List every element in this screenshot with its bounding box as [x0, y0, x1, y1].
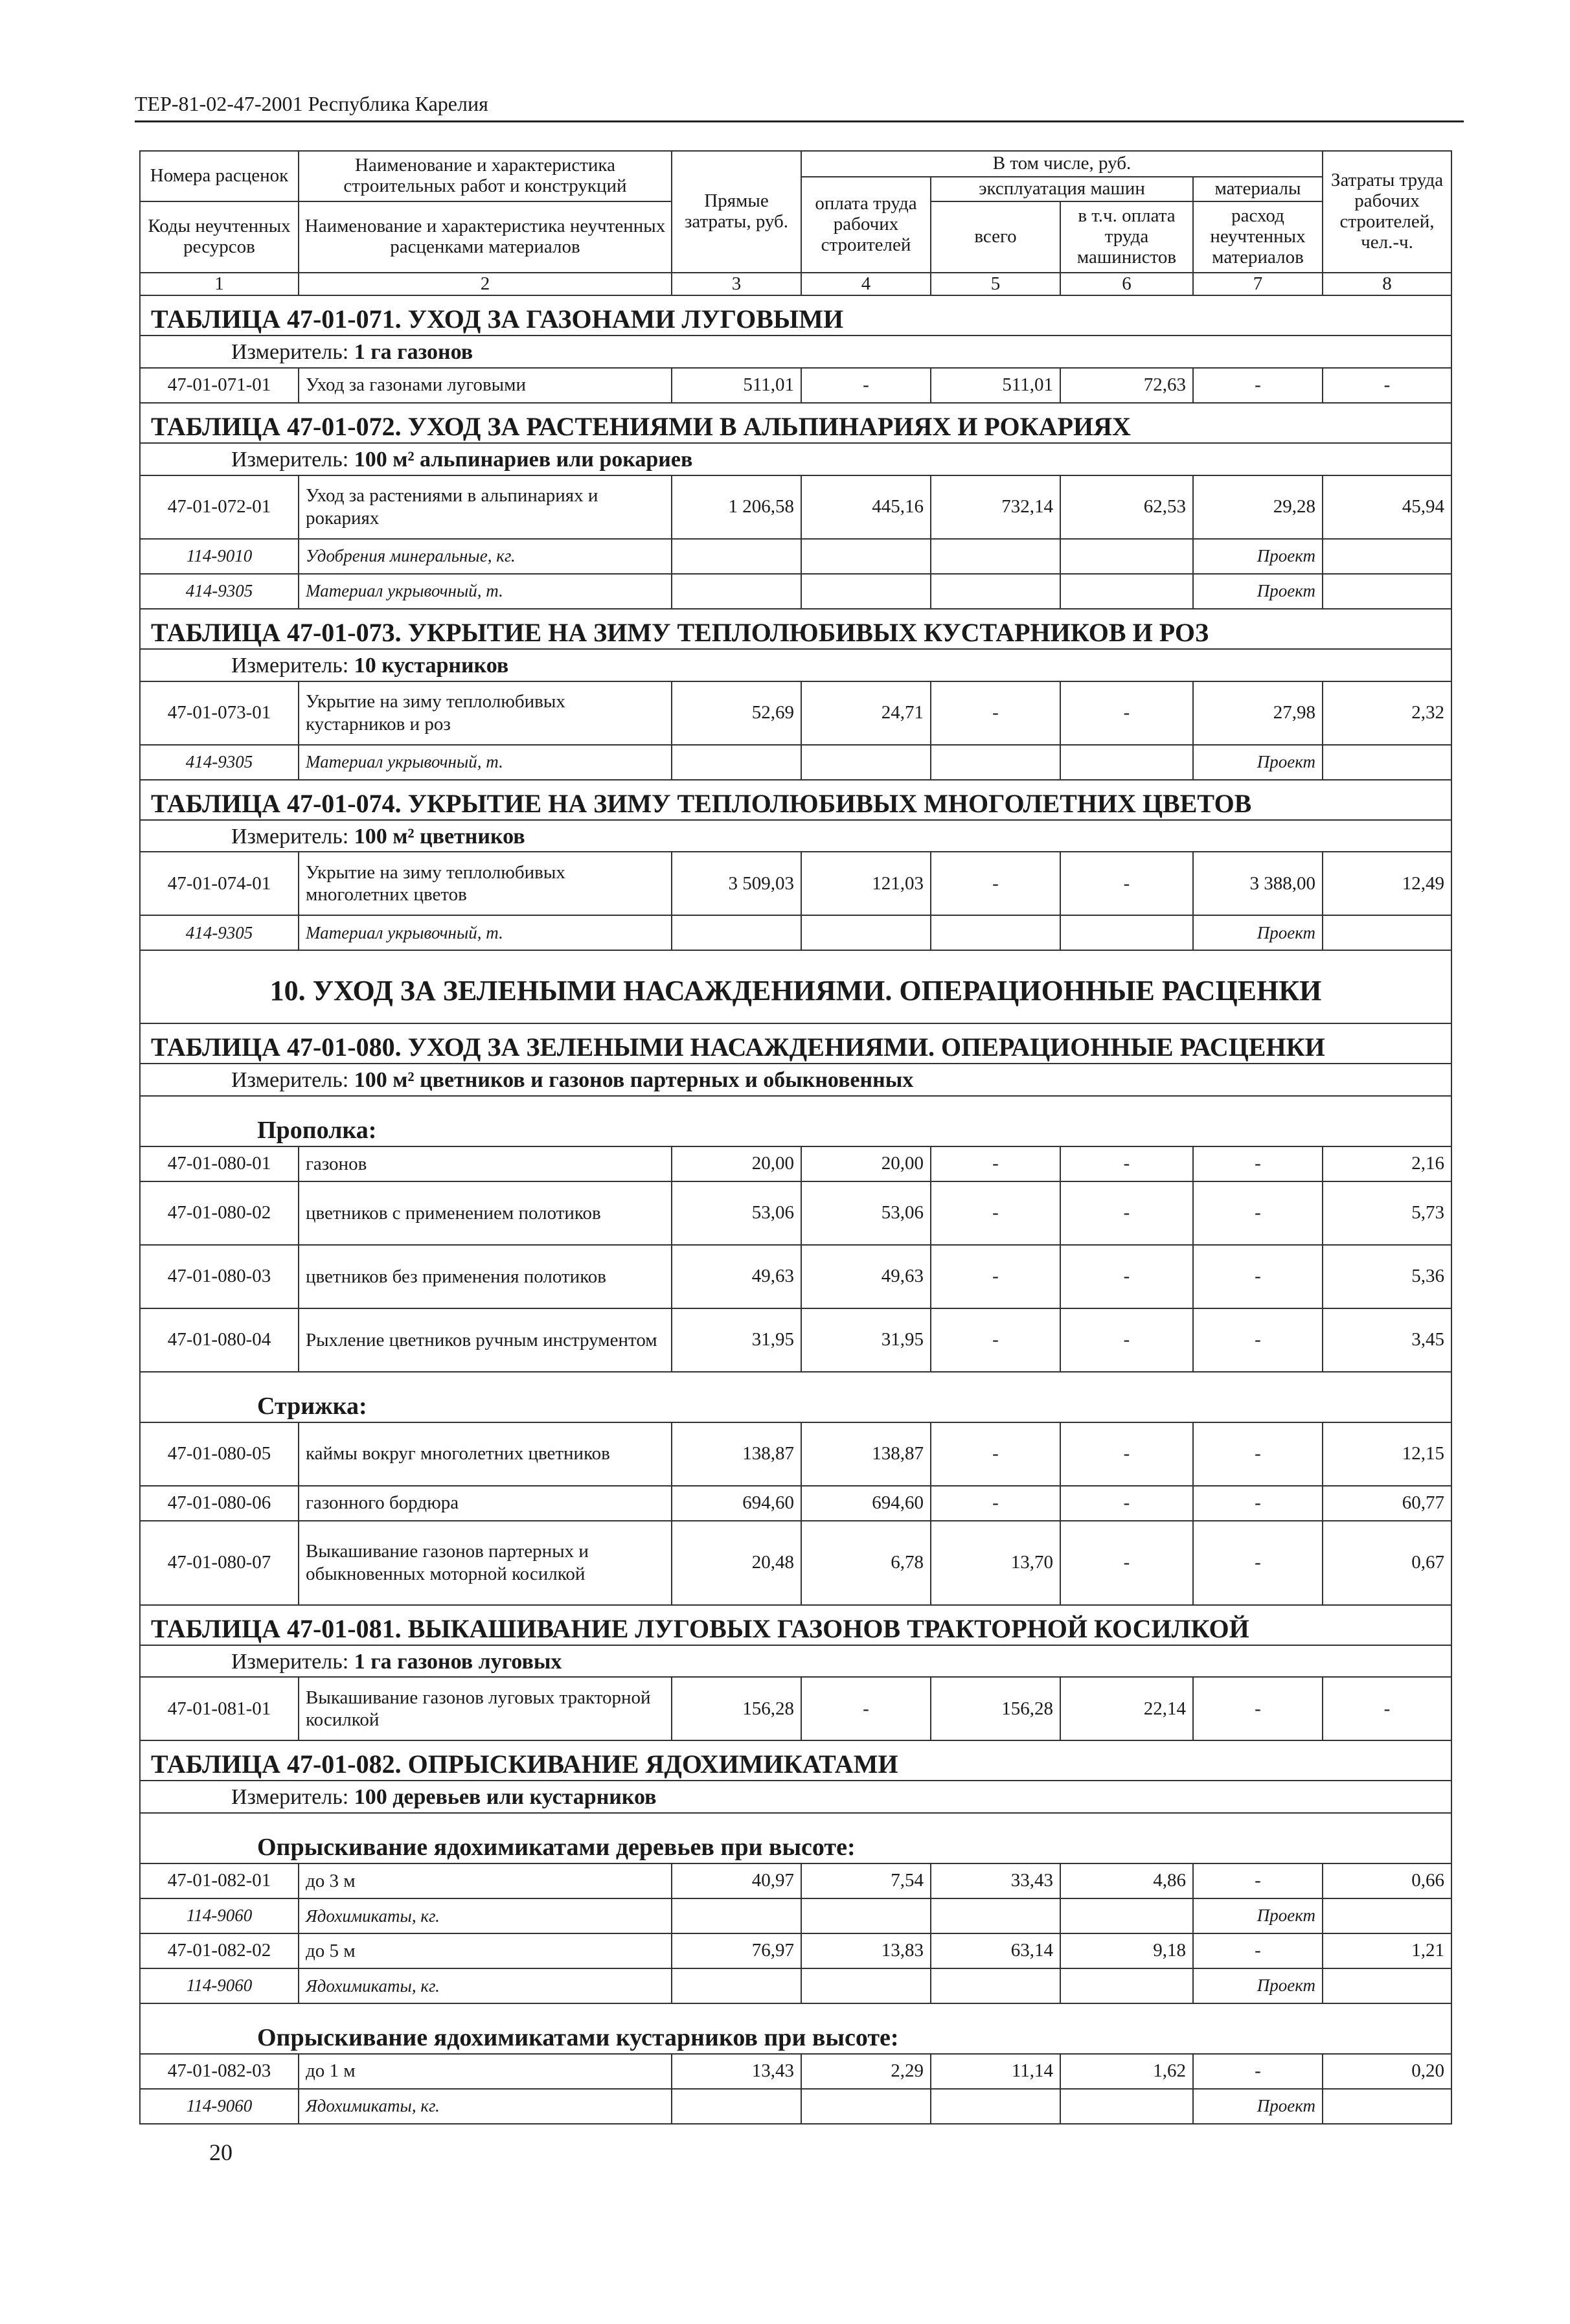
measure-value: 100 м² цветников и газонов партерных и обыкновенных: [354, 1068, 914, 1093]
resource-code: 114-9060: [140, 1898, 299, 1933]
col-header-machines-total: всего: [931, 201, 1060, 273]
rate-name: газонов: [299, 1146, 672, 1181]
rate-name: Укрытие на зиму теплолюбивых кустарников и роз: [299, 681, 672, 745]
operator-pay: -: [1060, 1146, 1193, 1181]
measure-080: [140, 1064, 1451, 1096]
materials: -: [1193, 1146, 1323, 1181]
worker-pay: 13,83: [801, 1933, 931, 1968]
rate-code: 47-01-082-03: [140, 2054, 299, 2089]
table-row: [140, 1863, 1451, 1898]
col-number: 2: [299, 273, 672, 295]
machines-total: -: [931, 1181, 1060, 1245]
col-header-direct-cost: Прямые затраты, руб.: [672, 151, 801, 273]
measure-label: Измеритель:: [231, 1068, 354, 1093]
resource-code: 414-9305: [140, 915, 299, 950]
machines-total: -: [931, 1308, 1060, 1372]
resource-row: [140, 539, 1451, 574]
direct-cost: 694,60: [672, 1486, 801, 1521]
machines-total: 33,43: [931, 1863, 1060, 1898]
labor-hours: 45,94: [1323, 475, 1451, 539]
direct-cost: 40,97: [672, 1863, 801, 1898]
machines-total: 732,14: [931, 475, 1060, 539]
materials: -: [1193, 1422, 1323, 1486]
rate-code: 47-01-082-01: [140, 1863, 299, 1898]
subsection-trimming: Стрижка:: [140, 1372, 1451, 1422]
rate-code: 47-01-080-01: [140, 1146, 299, 1181]
col-number: 7: [1193, 273, 1323, 295]
worker-pay: 7,54: [801, 1863, 931, 1898]
worker-pay: 24,71: [801, 681, 931, 745]
table-row: [140, 475, 1451, 539]
operator-pay: -: [1060, 681, 1193, 745]
operator-pay: 72,63: [1060, 368, 1193, 403]
col-header-group: В том числе, руб.: [801, 151, 1323, 177]
measure-071: [140, 336, 1451, 368]
materials: 3 388,00: [1193, 852, 1323, 915]
document-header: ТЕР-81-02-47-2001 Республика Карелия: [135, 92, 488, 115]
labor-hours: 3,45: [1323, 1308, 1451, 1372]
resource-code: 414-9305: [140, 745, 299, 780]
materials: -: [1193, 1245, 1323, 1308]
table-row: [140, 852, 1451, 915]
operator-pay: -: [1060, 1245, 1193, 1308]
resource-row: [140, 1898, 1451, 1933]
materials: -: [1193, 1181, 1323, 1245]
col-header-labor-hours: Затраты труда рабочих строителей, чел.-ч.: [1323, 151, 1451, 273]
machines-total: -: [931, 852, 1060, 915]
machines-total: 511,01: [931, 368, 1060, 403]
rate-name: Выкашивание газонов луговых тракторной косилкой: [299, 1677, 672, 1740]
rate-code: 47-01-080-05: [140, 1422, 299, 1486]
machines-total: -: [931, 1146, 1060, 1181]
col-header-machines: эксплуатация машин: [931, 177, 1193, 201]
measure-082: [140, 1781, 1451, 1813]
operator-pay: 62,53: [1060, 475, 1193, 539]
col-number: 5: [931, 273, 1060, 295]
resource-code: 114-9010: [140, 539, 299, 574]
header-rule: [135, 120, 1464, 122]
operator-pay: -: [1060, 1422, 1193, 1486]
direct-cost: 76,97: [672, 1933, 801, 1968]
materials: 29,28: [1193, 475, 1323, 539]
operator-pay: -: [1060, 1486, 1193, 1521]
resource-row: [140, 1968, 1451, 2003]
labor-hours: 0,66: [1323, 1863, 1451, 1898]
col-header-resource-codes: Коды неучтенных ресурсов: [140, 201, 299, 273]
worker-pay: 445,16: [801, 475, 931, 539]
table-row: [140, 1521, 1451, 1605]
direct-cost: 1 206,58: [672, 475, 801, 539]
col-number: 8: [1323, 273, 1451, 295]
rate-code: 47-01-071-01: [140, 368, 299, 403]
table-row: [140, 1486, 1451, 1521]
machines-total: -: [931, 1245, 1060, 1308]
worker-pay: 53,06: [801, 1181, 931, 1245]
materials: -: [1193, 1521, 1323, 1605]
project-note: Проект: [1193, 574, 1323, 609]
resource-row: [140, 745, 1451, 780]
rate-code: 47-01-074-01: [140, 852, 299, 915]
machines-total: 156,28: [931, 1677, 1060, 1740]
rate-code: 47-01-080-03: [140, 1245, 299, 1308]
worker-pay: 49,63: [801, 1245, 931, 1308]
direct-cost: 511,01: [672, 368, 801, 403]
table-title-072: ТАБЛИЦА 47-01-072. УХОД ЗА РАСТЕНИЯМИ В АЛЬПИНАРИЯХ И РОКАРИЯХ: [140, 403, 1451, 443]
resource-code: 414-9305: [140, 574, 299, 609]
rate-name: Укрытие на зиму теплолюбивых многолетних цветов: [299, 852, 672, 915]
table-row: [140, 1422, 1451, 1486]
col-header-material-name: Наименование и характеристика неучтенных расценками материалов: [299, 201, 672, 273]
worker-pay: 138,87: [801, 1422, 931, 1486]
worker-pay: 31,95: [801, 1308, 931, 1372]
labor-hours: 0,20: [1323, 2054, 1451, 2089]
measure-value: 10 кустарников: [354, 653, 509, 678]
direct-cost: 13,43: [672, 2054, 801, 2089]
labor-hours: 1,21: [1323, 1933, 1451, 1968]
rate-code: 47-01-073-01: [140, 681, 299, 745]
materials: -: [1193, 1308, 1323, 1372]
table-row: [140, 1146, 1451, 1181]
rate-code: 47-01-082-02: [140, 1933, 299, 1968]
col-header-operator-pay: в т.ч. оплата труда машинистов: [1060, 201, 1193, 273]
resource-name: Материал укрывочный, т.: [299, 574, 672, 609]
operator-pay: -: [1060, 1521, 1193, 1605]
rate-name: Рыхление цветников ручным инструментом: [299, 1308, 672, 1372]
labor-hours: 5,36: [1323, 1245, 1451, 1308]
col-number: 6: [1060, 273, 1193, 295]
col-header-work-name: Наименование и характеристика строительных работ и конструкций: [299, 151, 672, 201]
measure-value: 100 м² цветников: [354, 824, 525, 849]
rate-code: 47-01-072-01: [140, 475, 299, 539]
worker-pay: -: [801, 368, 931, 403]
machines-total: 11,14: [931, 2054, 1060, 2089]
table-title-071: ТАБЛИЦА 47-01-071. УХОД ЗА ГАЗОНАМИ ЛУГОВЫМИ: [140, 295, 1451, 336]
rate-code: 47-01-080-04: [140, 1308, 299, 1372]
table-row: [140, 1677, 1451, 1740]
rate-name: до 1 м: [299, 2054, 672, 2089]
machines-total: -: [931, 681, 1060, 745]
labor-hours: 0,67: [1323, 1521, 1451, 1605]
measure-072: [140, 443, 1451, 475]
operator-pay: 1,62: [1060, 2054, 1193, 2089]
table-row: [140, 1181, 1451, 1245]
direct-cost: 31,95: [672, 1308, 801, 1372]
resource-name: Ядохимикаты, кг.: [299, 1968, 672, 2003]
labor-hours: 12,49: [1323, 852, 1451, 915]
table-title-081: ТАБЛИЦА 47-01-081. ВЫКАШИВАНИЕ ЛУГОВЫХ ГАЗОНОВ ТРАКТОРНОЙ КОСИЛКОЙ: [140, 1605, 1451, 1645]
resource-row: [140, 574, 1451, 609]
col-header-codes: Номера расценок: [140, 151, 299, 201]
operator-pay: 4,86: [1060, 1863, 1193, 1898]
materials: -: [1193, 1933, 1323, 1968]
table-row: [140, 1308, 1451, 1372]
rate-name: Уход за газонами луговыми: [299, 368, 672, 403]
labor-hours: -: [1323, 368, 1451, 403]
price-table: [139, 150, 1452, 2125]
materials: -: [1193, 368, 1323, 403]
rate-name: до 3 м: [299, 1863, 672, 1898]
col-number: 3: [672, 273, 801, 295]
page-number: 20: [209, 2139, 233, 2165]
direct-cost: 20,00: [672, 1146, 801, 1181]
table-title-082: ТАБЛИЦА 47-01-082. ОПРЫСКИВАНИЕ ЯДОХИМИКАТАМИ: [140, 1740, 1451, 1781]
materials: -: [1193, 2054, 1323, 2089]
direct-cost: 53,06: [672, 1181, 801, 1245]
machines-total: -: [931, 1486, 1060, 1521]
subsection-weeding: Прополка:: [140, 1096, 1451, 1146]
operator-pay: -: [1060, 852, 1193, 915]
resource-row: [140, 2089, 1451, 2124]
resource-name: Удобрения минеральные, кг.: [299, 539, 672, 574]
materials: -: [1193, 1486, 1323, 1521]
materials: 27,98: [1193, 681, 1323, 745]
rate-code: 47-01-080-06: [140, 1486, 299, 1521]
table-row: [140, 2054, 1451, 2089]
table-row: [140, 1933, 1451, 1968]
project-note: Проект: [1193, 915, 1323, 950]
measure-label: Измеритель:: [231, 339, 354, 364]
project-note: Проект: [1193, 1898, 1323, 1933]
worker-pay: 20,00: [801, 1146, 931, 1181]
measure-label: Измеритель:: [231, 653, 354, 678]
col-number-row: [140, 273, 1451, 295]
labor-hours: 2,32: [1323, 681, 1451, 745]
machines-total: -: [931, 1422, 1060, 1486]
worker-pay: -: [801, 1677, 931, 1740]
direct-cost: 156,28: [672, 1677, 801, 1740]
labor-hours: -: [1323, 1677, 1451, 1740]
resource-code: 114-9060: [140, 2089, 299, 2124]
measure-value: 1 га газонов: [354, 339, 473, 364]
resource-name: Ядохимикаты, кг.: [299, 2089, 672, 2124]
direct-cost: 49,63: [672, 1245, 801, 1308]
rate-name: цветников без применения полотиков: [299, 1245, 672, 1308]
resource-name: Ядохимикаты, кг.: [299, 1898, 672, 1933]
direct-cost: 20,48: [672, 1521, 801, 1605]
chapter-title: 10. УХОД ЗА ЗЕЛЕНЫМИ НАСАЖДЕНИЯМИ. ОПЕРАЦИОННЫЕ РАСЦЕНКИ: [140, 950, 1451, 1023]
table-title-073: ТАБЛИЦА 47-01-073. УКРЫТИЕ НА ЗИМУ ТЕПЛОЛЮБИВЫХ КУСТАРНИКОВ И РОЗ: [140, 609, 1451, 649]
measure-label: Измеритель:: [231, 824, 354, 849]
worker-pay: 6,78: [801, 1521, 931, 1605]
measure-value: 1 га газонов луговых: [354, 1649, 562, 1674]
project-note: Проект: [1193, 2089, 1323, 2124]
operator-pay: -: [1060, 1181, 1193, 1245]
rate-name: до 5 м: [299, 1933, 672, 1968]
table-row: [140, 1245, 1451, 1308]
col-header-unaccounted-materials: расход неучтенных материалов: [1193, 201, 1323, 273]
worker-pay: 694,60: [801, 1486, 931, 1521]
subsection-shrubs: Опрыскивание ядохимикатами кустарников при высоте:: [140, 2003, 1451, 2054]
table-row: [140, 681, 1451, 745]
table-row: [140, 368, 1451, 403]
measure-value: 100 м² альпинариев или рокариев: [354, 447, 693, 472]
rate-name: Выкашивание газонов партерных и обыкновенных моторной косилкой: [299, 1521, 672, 1605]
measure-label: Измеритель:: [231, 1649, 354, 1674]
project-note: Проект: [1193, 539, 1323, 574]
materials: -: [1193, 1863, 1323, 1898]
resource-code: 114-9060: [140, 1968, 299, 2003]
labor-hours: 5,73: [1323, 1181, 1451, 1245]
worker-pay: 2,29: [801, 2054, 931, 2089]
rate-code: 47-01-080-02: [140, 1181, 299, 1245]
resource-name: Материал укрывочный, т.: [299, 745, 672, 780]
measure-value: 100 деревьев или кустарников: [354, 1785, 657, 1810]
subsection-trees: Опрыскивание ядохимикатами деревьев при высоте:: [140, 1813, 1451, 1863]
col-header-worker-pay: оплата труда рабочих строителей: [801, 177, 931, 273]
resource-row: [140, 915, 1451, 950]
rate-name: Уход за растениями в альпинариях и рокариях: [299, 475, 672, 539]
operator-pay: 22,14: [1060, 1677, 1193, 1740]
machines-total: 13,70: [931, 1521, 1060, 1605]
labor-hours: 60,77: [1323, 1486, 1451, 1521]
col-header-materials: материалы: [1193, 177, 1323, 201]
measure-label: Измеритель:: [231, 1785, 354, 1810]
rate-name: цветников с применением полотиков: [299, 1181, 672, 1245]
resource-name: Материал укрывочный, т.: [299, 915, 672, 950]
operator-pay: -: [1060, 1308, 1193, 1372]
table-title-074: ТАБЛИЦА 47-01-074. УКРЫТИЕ НА ЗИМУ ТЕПЛОЛЮБИВЫХ МНОГОЛЕТНИХ ЦВЕТОВ: [140, 780, 1451, 820]
project-note: Проект: [1193, 1968, 1323, 2003]
direct-cost: 52,69: [672, 681, 801, 745]
direct-cost: 138,87: [672, 1422, 801, 1486]
measure-074: [140, 820, 1451, 852]
labor-hours: 2,16: [1323, 1146, 1451, 1181]
direct-cost: 3 509,03: [672, 852, 801, 915]
materials: -: [1193, 1677, 1323, 1740]
col-number: 4: [801, 273, 931, 295]
machines-total: 63,14: [931, 1933, 1060, 1968]
worker-pay: 121,03: [801, 852, 931, 915]
rate-name: газонного бордюра: [299, 1486, 672, 1521]
labor-hours: 12,15: [1323, 1422, 1451, 1486]
table-title-080: ТАБЛИЦА 47-01-080. УХОД ЗА ЗЕЛЕНЫМИ НАСАЖДЕНИЯМИ. ОПЕРАЦИОННЫЕ РАСЦЕНКИ: [140, 1023, 1451, 1064]
rate-code: 47-01-080-07: [140, 1521, 299, 1605]
measure-081: [140, 1645, 1451, 1678]
project-note: Проект: [1193, 745, 1323, 780]
measure-label: Измеритель:: [231, 447, 354, 472]
rate-code: 47-01-081-01: [140, 1677, 299, 1740]
rate-name: каймы вокруг многолетних цветников: [299, 1422, 672, 1486]
measure-073: [140, 649, 1451, 681]
col-number: 1: [140, 273, 299, 295]
operator-pay: 9,18: [1060, 1933, 1193, 1968]
